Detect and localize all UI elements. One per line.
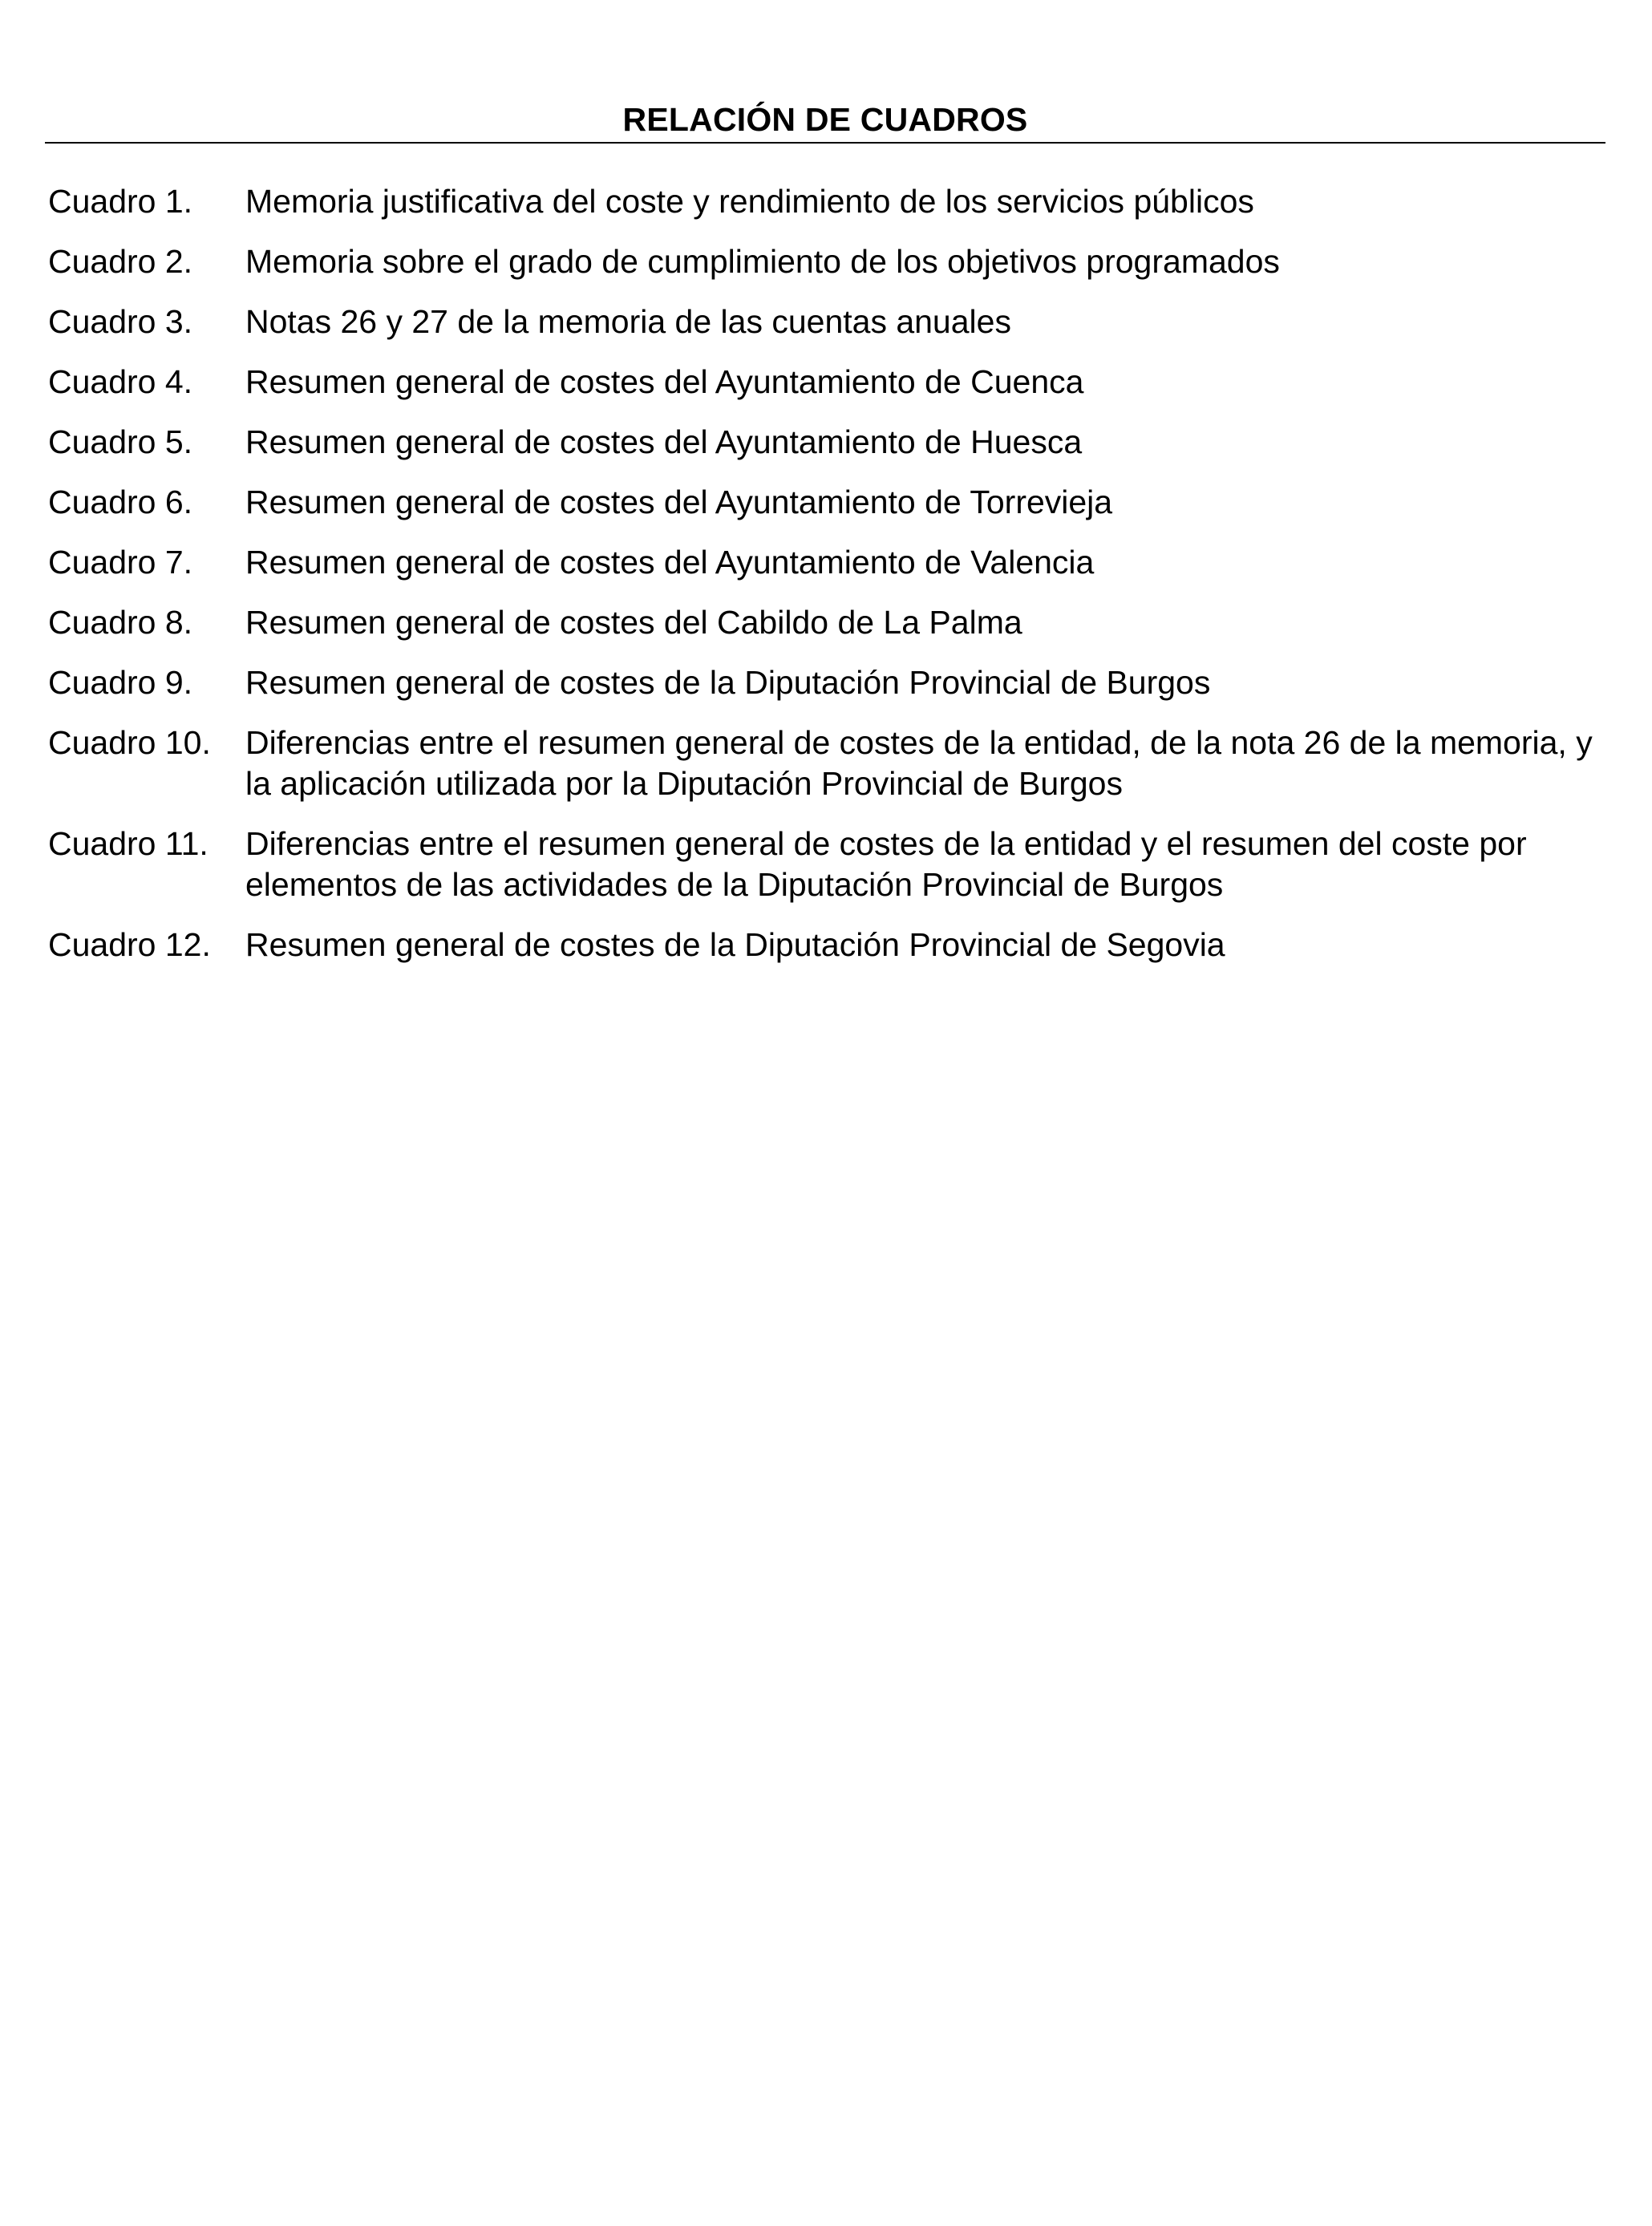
toc-entry-label: Cuadro 10. (48, 724, 211, 761)
toc-entry-text: Resumen general de costes de la Diputación Provincial de Segovia (245, 926, 1225, 963)
title-underline (45, 142, 1605, 144)
toc-entry-text: Notas 26 y 27 de la memoria de las cuentas anuales (245, 303, 1011, 340)
toc-entry-cuadro-4 (48, 362, 1605, 403)
toc-entry-label: Cuadro 7. (48, 544, 193, 581)
toc-entry-cuadro-6 (48, 482, 1605, 523)
toc-entry-text: Resumen general de costes de la Diputación Provincial de Burgos (245, 664, 1211, 701)
toc-entry-cuadro-11 (48, 824, 1605, 905)
toc-entry-label: Cuadro 5. (48, 423, 193, 460)
toc-entry-text: Diferencias entre el resumen general de costes de la entidad, de la nota 26 de la memoria, y la aplicación utilizada por la Diputación Provincial de Burgos (245, 724, 1593, 802)
page-title: RELACIÓN DE CUADROS (622, 101, 1028, 138)
toc-entry-cuadro-10 (48, 722, 1605, 804)
toc-entry-cuadro-5 (48, 422, 1605, 463)
toc-entry-cuadro-2 (48, 241, 1605, 282)
toc-entry-cuadro-3 (48, 302, 1605, 342)
toc-entry-text: Resumen general de costes del Ayuntamiento de Valencia (245, 544, 1095, 581)
toc-entry-cuadro-12 (48, 925, 1605, 965)
toc-entry-label: Cuadro 9. (48, 664, 193, 701)
table-of-contents (48, 181, 1605, 985)
toc-entry-label: Cuadro 8. (48, 604, 193, 641)
toc-entry-cuadro-9 (48, 662, 1605, 703)
toc-entry-label: Cuadro 6. (48, 484, 193, 520)
toc-entry-label: Cuadro 3. (48, 303, 193, 340)
toc-entry-cuadro-1 (48, 181, 1605, 222)
toc-entry-label: Cuadro 12. (48, 926, 211, 963)
toc-entry-cuadro-7 (48, 542, 1605, 583)
toc-entry-text: Resumen general de costes del Ayuntamiento de Torrevieja (245, 484, 1113, 520)
toc-entry-text: Resumen general de costes del Ayuntamiento de Cuenca (245, 363, 1084, 400)
toc-entry-text: Resumen general de costes del Ayuntamiento de Huesca (245, 423, 1083, 460)
toc-entry-text: Memoria sobre el grado de cumplimiento de los objetivos programados (245, 243, 1280, 280)
toc-entry-label: Cuadro 2. (48, 243, 193, 280)
toc-entry-text: Memoria justificativa del coste y rendimiento de los servicios públicos (245, 183, 1254, 220)
toc-entry-label: Cuadro 11. (48, 825, 209, 862)
toc-entry-cuadro-8 (48, 602, 1605, 643)
toc-entry-label: Cuadro 4. (48, 363, 193, 400)
toc-entry-text: Diferencias entre el resumen general de costes de la entidad y el resumen del coste por elementos de las actividades de la Diputación Provincial de Burgos (245, 825, 1527, 903)
toc-entry-label: Cuadro 1. (48, 183, 193, 220)
toc-entry-text: Resumen general de costes del Cabildo de La Palma (245, 604, 1022, 641)
